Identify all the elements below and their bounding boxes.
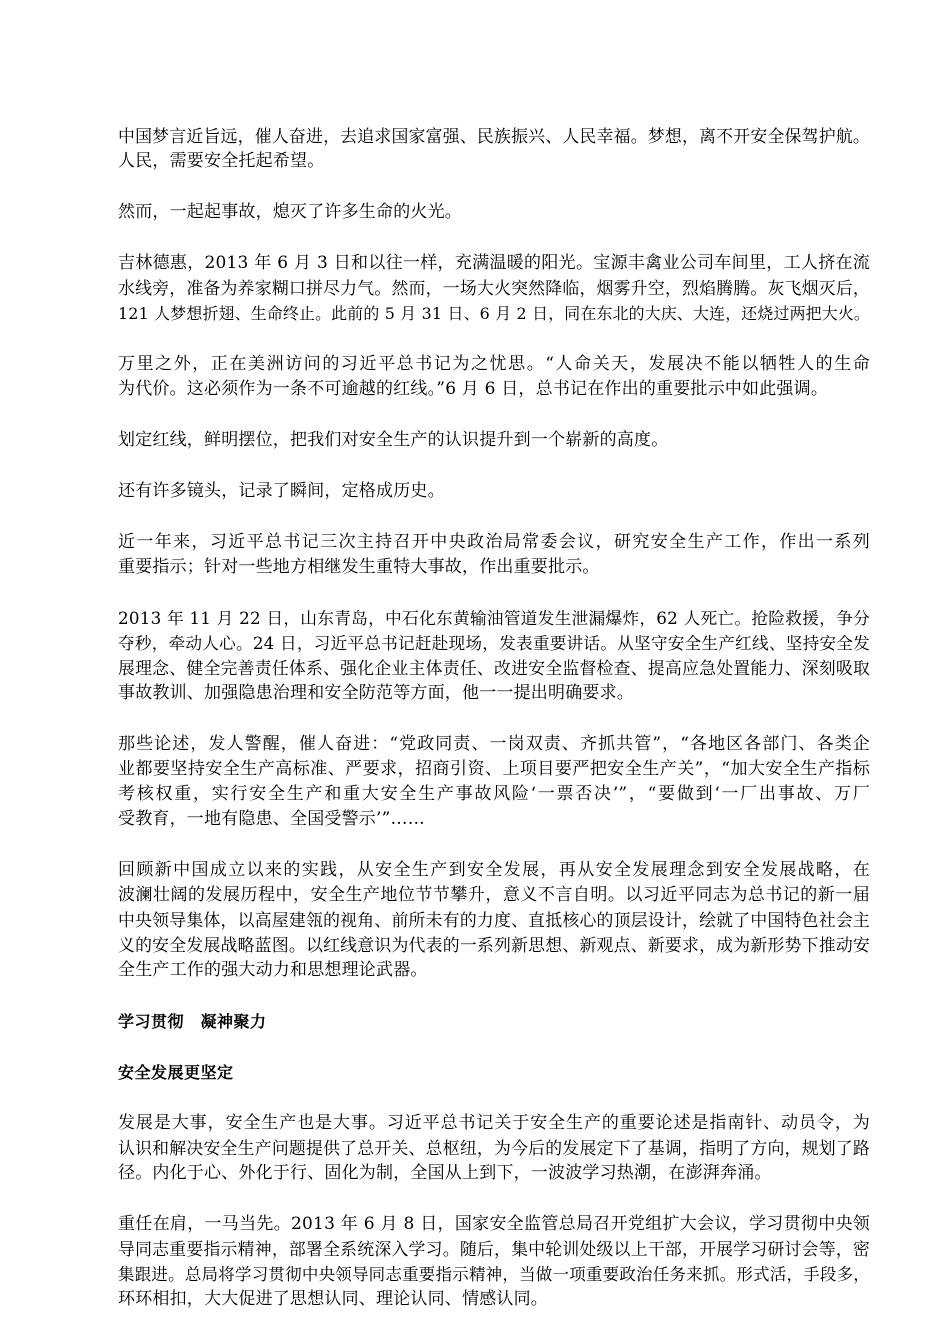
paragraph-line: 划定红线，鲜明摆位，把我们对安全生产的认识提升到一个崭新的高度。 (118, 430, 669, 450)
paragraph (118, 732, 870, 832)
paragraph (118, 428, 870, 453)
document-body (118, 124, 870, 1338)
paragraph-line: 中国梦言近旨远，催人奋进，去追求国家富强、民族振兴、人民幸福。梦想，离不开安全保驾护航。 (118, 126, 870, 146)
paragraph (118, 479, 870, 504)
paragraph-line: 吉林德惠，2013 年 6 月 3 日和以往一样，充满温暖的阳光。宝源丰禽业公司车间里，工人挤在流 (118, 253, 870, 273)
paragraph-line: 集跟进。总局将学习贯彻中央领导同志重要指示精神，当做一项重要政治任务来抓。形式活，手段多， (118, 1265, 870, 1284)
paragraph-line: 121 人梦想折翅、生命终止。此前的 5 月 31 日、6 月 2 日，同在东北的大庆、大连，还烧过两把大火。 (118, 304, 871, 323)
paragraph-line: 然而，一起起事故，熄灭了许多生命的火光。 (118, 202, 462, 222)
paragraph (118, 251, 870, 326)
paragraph-line: 重任在肩，一马当先。2013 年 6 月 8 日，国家安全监管总局召开党组扩大会议，学习贯彻中央领 (118, 1214, 870, 1234)
paragraph-line: 夺秒，牵动人心。24 日，习近平总书记赶赴现场，发表重要讲话。从坚守安全生产红线、坚持安全发 (118, 634, 870, 653)
paragraph (118, 352, 870, 402)
paragraph-line: 那些论述，发人警醒，催人奋进：“党政同责、一岗双责、齐抓共管”，“各地区各部门、各类企 (118, 734, 870, 754)
paragraph-line: 考核权重，实行安全生产和重大安全生产事故风险‘一票否决’”，“要做到‘一厂出事故、万厂 (118, 784, 870, 804)
paragraph-line: 还有许多镜头，记录了瞬间，定格成历史。 (118, 481, 445, 501)
paragraph-line: 中央领导集体，以高屋建瓴的视角、前所未有的力度、直抵核心的顶层设计，绘就了中国特色社会主 (118, 910, 870, 930)
paragraph-line: 认识和解决安全生产问题提供了总开关、总枢纽，为今后的发展定下了基调，指明了方向，规划了路 (118, 1138, 870, 1158)
paragraph (118, 1212, 870, 1312)
paragraph (118, 124, 870, 174)
paragraph-line: 回顾新中国成立以来的实践，从安全生产到安全发展，再从安全发展理念到安全发展战略，在 (118, 860, 870, 880)
paragraph-line: 水线旁，准备为养家糊口拼尽力气。然而，一场大火突然降临，烟雾升空，烈焰腾腾。灰飞烟灭后， (118, 278, 870, 298)
paragraph (118, 530, 870, 580)
paragraph (118, 200, 870, 225)
paragraph-line: 事故教训、加强隐患治理和安全防范等方面，他一一提出明确要求。 (118, 683, 634, 703)
paragraph (118, 1111, 870, 1186)
paragraph-line: 受教育，一地有隐患、全国受警示’”…… (118, 809, 425, 829)
paragraph-line: 发展是大事，安全生产也是大事。习近平总书记关于安全生产的重要论述是指南针、动员令，为 (118, 1113, 870, 1133)
paragraph-line: 重要指示；针对一些地方相继发生重特大事故，作出重要批示。 (118, 557, 600, 577)
paragraph-line: 业都要坚持安全生产高标准、严要求，招商引资、上项目要严把安全生产关”，“加大安全生产指标 (118, 759, 870, 779)
paragraph-line: 环环相扣，大大促进了思想认同、理论认同、情感认同。 (118, 1289, 548, 1309)
section-heading: 学习贯彻 凝神聚力 (118, 1012, 267, 1031)
section-heading: 安全发展更坚定 (118, 1063, 234, 1082)
paragraph-line: 2013 年 11 月 22 日，山东青岛，中石化东黄输油管道发生泄漏爆炸，62 人死亡。抢险救援，争分 (118, 608, 870, 628)
paragraph-line: 万里之外，正在美洲访问的习近平总书记为之忧思。“人命关天，发展决不能以牺牲人的生命 (118, 354, 870, 374)
paragraph-line: 全生产工作的强大动力和思想理论武器。 (118, 960, 428, 980)
paragraph-line: 为代价。这必须作为一条不可逾越的红线。”6 月 6 日，总书记在作出的重要批示中如此强调。 (118, 379, 829, 399)
paragraph-line: 义的安全发展战略蓝图。以红线意识为代表的一系列新思想、新观点、新要求，成为新形势下推动安 (118, 935, 870, 955)
paragraph-line: 导同志重要指示精神，部署全系统深入学习。随后，集中轮训处级以上干部，开展学习研讨会等，密 (118, 1239, 870, 1259)
paragraph (118, 858, 870, 983)
paragraph-line: 展理念、健全完善责任体系、强化企业主体责任、改进安全监督检查、提高应急处置能力、深刻吸取 (118, 658, 870, 678)
paragraph-line: 人民，需要安全托起希望。 (118, 151, 325, 171)
paragraph-line: 波澜壮阔的发展历程中，安全生产地位节节攀升，意义不言自明。以习近平同志为总书记的新一届 (118, 885, 870, 905)
paragraph-line: 径。内化于心、外化于行、固化为制，全国从上到下，一波波学习热潮，在澎湃奔涌。 (118, 1163, 772, 1183)
paragraph-line: 近一年来，习近平总书记三次主持召开中央政治局常委会议，研究安全生产工作，作出一系列 (118, 532, 870, 552)
paragraph (118, 606, 870, 706)
